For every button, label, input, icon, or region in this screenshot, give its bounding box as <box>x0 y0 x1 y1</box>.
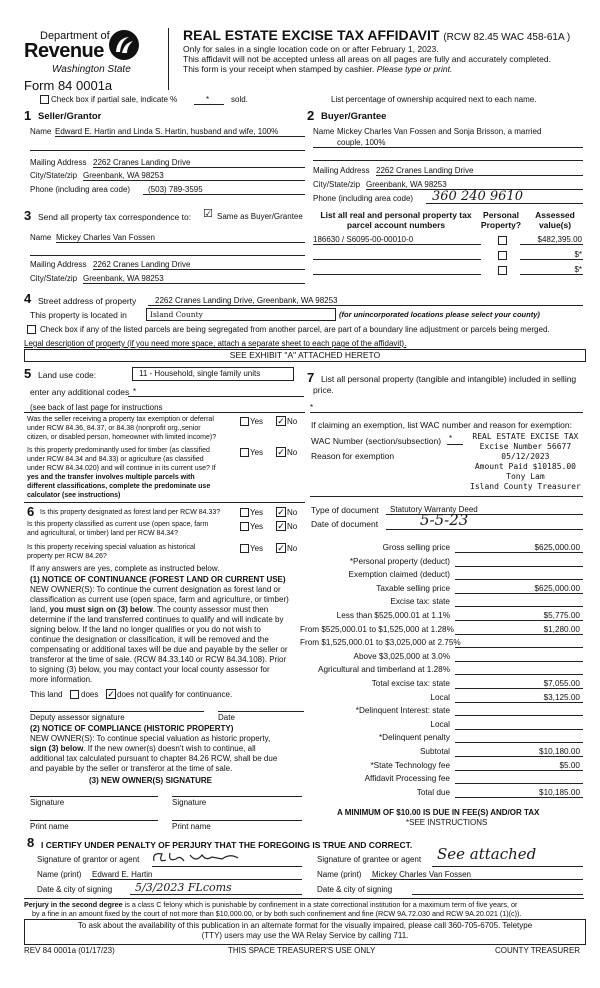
tax-corr-city[interactable]: Greenbank, WA 98253 <box>83 274 164 283</box>
calc-row-label: From $1,525,000.01 to $3,025,000 at 2.75% <box>300 638 461 647</box>
parcel-row-3-value[interactable]: $* <box>574 265 582 274</box>
treasurer-stamp: REAL ESTATE EXCISE TAX Excise Number 56677 05/12/2023 Amount Paid $10185.00 Tony Lam Island County Treasurer <box>470 432 581 491</box>
tax-corr-name-label: Name <box>30 233 52 242</box>
tax-corr-address-label: Mailing Address <box>30 260 87 269</box>
parcel-row-3-personal-checkbox[interactable] <box>498 266 507 275</box>
located-note: (for unincorporated locations please select your county) <box>339 310 540 319</box>
q2-no-label: No <box>287 448 298 457</box>
this-land-label: This land <box>30 690 63 699</box>
calc-row-label: *Delinquent penalty <box>378 733 450 742</box>
tax-corr-city-label: City/State/zip <box>30 274 78 283</box>
calc-row-value[interactable]: $3,125.00 <box>543 693 580 702</box>
calc-row-value[interactable]: $1,280.00 <box>543 625 580 634</box>
forest-q3-yes-label: Yes <box>250 544 264 553</box>
forest-q1-yes-checkbox[interactable] <box>240 508 249 517</box>
personal-property-value[interactable]: * <box>310 403 314 412</box>
notice-2: This affidavit will not be accepted unless all areas on all pages are fully and accurately completed. <box>183 54 551 64</box>
calc-row-label: Gross selling price <box>382 543 450 552</box>
wac-value[interactable]: * <box>449 434 453 443</box>
calc-row-value[interactable]: $5,775.00 <box>543 611 580 620</box>
grantee-date-label: Date & city of signing <box>317 885 393 894</box>
calc-row-label: From $525,000.01 to $1,525,000 at 1.28% <box>300 625 454 634</box>
land-does-checkbox[interactable] <box>70 690 79 699</box>
grantor-date-city[interactable]: 5/3/2023 FLcoms <box>135 881 232 894</box>
parcel-row-1-number[interactable]: 186630 / S6095-00-00010-0 <box>313 235 414 244</box>
parcel-row-1-value[interactable]: $482,395.00 <box>537 235 582 244</box>
notice-compliance-title: (2) NOTICE OF COMPLIANCE (HISTORIC PROPERTY) <box>30 724 234 733</box>
calc-row-label: *State Technology fee <box>370 761 450 770</box>
section-4-number: 4 <box>24 291 32 306</box>
partial-sale-value[interactable]: * <box>206 95 210 104</box>
new-owner-signature-2-label: Signature <box>172 798 207 807</box>
q1-no-label: No <box>287 417 298 426</box>
notice-continuance-title: (1) NOTICE OF CONTINUANCE (FOREST LAND OR CURRENT USE) <box>30 575 286 584</box>
q2-yes-checkbox[interactable] <box>240 448 249 457</box>
same-as-buyer-checkbox[interactable]: ☑ <box>203 208 213 220</box>
section-8-number: 8 <box>27 835 35 850</box>
land-does-not-checkbox[interactable]: ✓ <box>107 689 115 699</box>
partial-sale-label: Check box if partial sale, indicate % <box>51 95 178 104</box>
land-use-value: 11 - Household, single family units <box>139 369 261 378</box>
section-7-number: 7 <box>307 370 315 385</box>
grantee-signature: See attached <box>437 845 537 863</box>
seller-address[interactable]: 2262 Cranes Landing Drive <box>93 158 191 167</box>
section-1-number: 1 <box>24 108 32 123</box>
perjury-notice: Perjury in the second degree is a class C felony which is punishable by confinement in a state correctional institution for a maximum term of five years, or by a fine in an amount fixed by the court of not more than $10,000.00, or by both such confinement and fine (RCW 9A.72.030 and RCW 9A.20.021 (1)(c)). <box>24 900 522 918</box>
personal-property-label: List all personal property (tangible and intangible) included in selling price. <box>313 374 577 395</box>
doc-type-value[interactable]: Statutory Warranty Deed <box>390 505 478 514</box>
doc-date-value[interactable]: 5-5-23 <box>420 511 469 529</box>
seller-phone-label: Phone (including area code) <box>30 185 131 194</box>
rev-number: REV 84 0001a (01/17/23) <box>24 946 115 955</box>
buyer-name-line2[interactable]: couple, 100% <box>337 138 386 147</box>
tax-corr-name[interactable]: Mickey Charles Van Fossen <box>56 233 155 242</box>
q2-no-checkbox[interactable]: ✓ <box>277 447 285 457</box>
notice-3: This form is your receipt when stamped by cashier. Please type or print. <box>183 64 453 74</box>
accessibility-box: To ask about the availability of this publication in an alternate format for the visually impaired, please call 360-705-6705. Teletype (TTY) users may use the WA Relay Service by calling 711. <box>24 919 586 945</box>
calc-row-label: Above $3,025,000 at 3.0% <box>353 652 450 661</box>
seller-city-label: City/State/zip <box>30 171 78 180</box>
county-select-value: Island County <box>150 310 203 319</box>
dept-line1: Department of <box>40 30 110 42</box>
calc-row-label: Excise tax: state <box>390 597 450 606</box>
calc-row-label: *Personal property (deduct) <box>349 557 450 566</box>
grantor-date-label: Date & city of signing <box>37 885 113 894</box>
forest-q2-no-label: No <box>287 522 298 531</box>
county-treasurer: COUNTY TREASURER <box>495 946 581 955</box>
new-owner-signature-1-label: Signature <box>30 798 65 807</box>
doc-date-label: Date of document <box>311 519 379 529</box>
additional-codes-value[interactable]: * <box>133 387 137 396</box>
buyer-address[interactable]: 2262 Cranes Landing Drive <box>376 166 474 175</box>
grantor-signature <box>150 849 250 867</box>
grantee-name[interactable]: Mickey Charles Van Fossen <box>372 870 471 879</box>
form-title: REAL ESTATE EXCISE TAX AFFIDAVIT (RCW 82.45 WAC 458-61A ) <box>183 27 571 43</box>
calc-row-value[interactable]: $10,180.00 <box>539 747 580 756</box>
calc-row-label: Exemption claimed (deduct) <box>348 570 450 579</box>
calc-row-label: Local <box>430 720 450 729</box>
grantor-name-label: Name (print) <box>37 870 82 879</box>
segregated-label: Check box if any of the listed parcels are being segregated from another parcel, are part of a boundary line adjustment or parcels being merged. <box>40 325 550 334</box>
forest-q2: Is this property classified as current use (open space, farm and agricultural, or timber) land per RCW 84.34? <box>27 521 209 537</box>
forest-q3: Is this property receiving special valuation as historical property per RCW 84.26? <box>27 544 196 560</box>
exemption-question: Was the seller receiving a property tax exemption or deferral under RCW 84.36, 84.37, or 84.38 (nonprofit org.,senior citizen, or disabled person, homeowner with limited income)? <box>27 416 217 441</box>
calc-row-label: Local <box>430 693 450 702</box>
calc-row-label: Subtotal <box>419 747 450 756</box>
partial-sale-checkbox[interactable] <box>40 95 49 104</box>
forest-q2-yes-checkbox[interactable] <box>240 522 249 531</box>
notice-compliance-text: NEW OWNER(S): To continue special valuation as historic property, sign (3) below. If the new owner(s) doesn't wish to continue, all additional tax calculated pursuant to chapter 84.26 RCW, shall be due and payable by the seller or transferor at the time of sale. <box>30 734 278 773</box>
calc-row-value[interactable]: $625,000.00 <box>534 543 580 552</box>
forest-q3-no-label: No <box>287 544 298 553</box>
calc-row-label: Total excise tax: state <box>371 679 450 688</box>
q1-yes-checkbox[interactable] <box>240 417 249 426</box>
new-owner-signature-title: (3) NEW OWNER(S) SIGNATURE <box>89 776 212 785</box>
seller-phone[interactable]: (503) 789-3595 <box>148 185 203 194</box>
section-5-number: 5 <box>24 366 32 381</box>
additional-codes-label: enter any additional codes <box>30 387 130 397</box>
grantee-signature-label: Signature of grantee or agent <box>317 855 422 864</box>
header-divider <box>168 28 169 90</box>
buyer-phone[interactable]: 360 240 9610 <box>432 189 523 204</box>
seller-name[interactable]: Edward E. Hartin and Linda S. Hartin, husband and wife, 100% <box>55 127 279 136</box>
forest-q1-no-label: No <box>287 508 298 517</box>
land-use-select[interactable] <box>132 367 294 381</box>
new-owner-print-2-label: Print name <box>172 822 211 831</box>
parcels-col3-head: Assessed value(s) <box>535 210 575 230</box>
see-instructions: *SEE INSTRUCTIONS <box>406 818 488 827</box>
new-owner-print-1-label: Print name <box>30 822 69 831</box>
seller-address-label: Mailing Address <box>30 158 87 167</box>
buyer-heading: Buyer/Grantee <box>321 111 387 122</box>
if-yes-note: If any answers are yes, complete as instructed below. <box>30 564 220 573</box>
calc-row-label: Total due <box>416 788 450 797</box>
treasurer-use-only: THIS SPACE TREASURER'S USE ONLY <box>228 946 376 955</box>
doc-type-label: Type of document <box>311 505 379 515</box>
deputy-date-label: Date <box>218 713 235 722</box>
calc-row-value[interactable]: $10,185.00 <box>539 788 580 797</box>
deputy-assessor-label: Deputy assessor signature <box>30 713 125 722</box>
form-number: Form 84 0001a <box>24 78 113 93</box>
forest-q2-yes-label: Yes <box>250 522 264 531</box>
dor-logo-icon <box>107 28 141 62</box>
grantee-name-label: Name (print) <box>317 870 362 879</box>
forest-q1-yes-label: Yes <box>250 508 264 517</box>
calc-row-value[interactable]: $7,055.00 <box>543 679 580 688</box>
ownership-note: List percentage of ownership acquired next to each name. <box>331 95 537 104</box>
dept-line3: Washington State <box>52 64 131 75</box>
see-back-label: (see back of last page for instructions <box>30 403 163 412</box>
partial-sale-sold: sold. <box>231 95 248 104</box>
calc-row-label: Less than $525,000.01 at 1.1% <box>336 611 450 620</box>
land-does-label: does <box>81 690 99 699</box>
same-as-buyer-label: Same as Buyer/Grantee <box>217 212 303 221</box>
forest-q3-no-checkbox[interactable]: ✓ <box>277 543 285 553</box>
calc-row-label: Agricultural and timberland at 1.28% <box>318 665 450 674</box>
dept-line2: Revenue <box>24 40 104 62</box>
minimum-note: A MINIMUM OF $10.00 IS DUE IN FEE(S) AND/OR TAX <box>337 808 540 817</box>
legal-description-box[interactable] <box>24 349 586 362</box>
county-select[interactable] <box>146 308 336 321</box>
q1-yes-label: Yes <box>250 417 264 426</box>
section-2-number: 2 <box>307 108 315 123</box>
forest-q1: Is this property designated as forest land per RCW 84.33? <box>40 509 221 516</box>
notice-continuance-text: NEW OWNER(S): To continue the current designation as forest land or classification as current use (open space, farm and agriculture, or timber) land, you must sign on (3) below. The county assessor must then determine if the land transferred continues to qualify and will indicate by signing below. If the land no longer qualifies or you do not wish to continue the designation or classification, it will be removed and the compensating or additional taxes will be due and payable by the seller or transferor at the time of sale. (RCW 84.33.140 or RCW 84.34.108). Prior to signing (3) below, you may contact your local county assessor for more information. <box>30 585 289 684</box>
segregated-checkbox[interactable] <box>27 325 36 334</box>
section-6-number: 6 <box>27 504 35 519</box>
grantor-signature-label: Signature of grantor or agent <box>37 855 140 864</box>
seller-city[interactable]: Greenbank, WA 98253 <box>83 171 164 180</box>
land-use-label: Land use code: <box>38 370 97 380</box>
tax-corr-address[interactable]: 2262 Cranes Landing Drive <box>93 260 191 269</box>
seller-name-label: Name <box>30 127 52 136</box>
certify-heading: I CERTIFY UNDER PENALTY OF PERJURY THAT THE FOREGOING IS TRUE AND CORRECT. <box>41 840 413 850</box>
parcel-row-1-personal-checkbox[interactable] <box>498 236 507 245</box>
forest-q2-no-checkbox[interactable]: ✓ <box>277 521 285 531</box>
calc-row-label: *Delinquent Interest: state <box>355 706 450 715</box>
forest-q1-no-checkbox[interactable]: ✓ <box>277 507 285 517</box>
parcels-col1-head: List all real and personal property tax parcel account numbers <box>320 210 472 230</box>
parcel-row-2-personal-checkbox[interactable] <box>498 251 507 260</box>
street-label: Street address of property <box>38 296 137 306</box>
timber-question: Is this property predominantly used for timber (as classified under RCW 84.34 and 84.33) or agriculture (as classified under RCW 84.34.020) and will continue in its current use? If yes and the transfer involves multiple parcels with different classifications, complete the predominate use calculator (see instructions) <box>27 447 216 499</box>
reason-label: Reason for exemption <box>311 451 395 461</box>
legal-description: SEE EXHIBIT "A" ATTACHED HERETO <box>229 350 381 360</box>
calc-row-value[interactable]: $625,000.00 <box>534 584 580 593</box>
land-does-not-label: does not qualify for continuance. <box>117 690 233 699</box>
buyer-name-line1[interactable]: Mickey Charles Van Fossen and Sonja Brisson, a married <box>337 127 542 136</box>
calc-row-label: Taxable selling price <box>376 584 450 593</box>
calc-row-value[interactable]: $5.00 <box>559 761 580 770</box>
buyer-phone-label: Phone (including area code) <box>313 194 414 203</box>
grantor-name[interactable]: Edward E. Hartin <box>92 870 153 879</box>
located-label: This property is located in <box>30 310 127 320</box>
calc-row-label: Affidavit Processing fee <box>364 774 450 783</box>
parcel-row-2-value[interactable]: $* <box>574 250 582 259</box>
buyer-city[interactable]: Greenbank, WA 98253 <box>366 180 447 189</box>
buyer-name-label: Name <box>313 127 335 136</box>
street-address[interactable]: 2262 Cranes Landing Drive, Greenbank, WA 98253 <box>155 296 338 305</box>
forest-q3-yes-checkbox[interactable] <box>240 544 249 553</box>
q2-yes-label: Yes <box>250 448 264 457</box>
legal-label: Legal description of property (if you need more space, attach a separate sheet to each page of the affidavit). <box>24 339 407 348</box>
section-3-number: 3 <box>24 208 32 223</box>
buyer-city-label: City/State/zip <box>313 180 361 189</box>
buyer-address-label: Mailing Address <box>313 166 370 175</box>
exemption-label: If claiming an exemption, list WAC number and reason for exemption: <box>311 420 572 430</box>
parcels-col2-head: Personal Property? <box>480 210 522 230</box>
q1-no-checkbox[interactable]: ✓ <box>277 416 285 426</box>
notice-1: Only for sales in a single location code on or after February 1, 2023. <box>183 44 439 54</box>
seller-heading: Seller/Grantor <box>38 111 102 122</box>
wac-label: WAC Number (section/subsection) <box>311 436 442 446</box>
tax-corr-label: Send all property tax correspondence to: <box>38 212 192 222</box>
